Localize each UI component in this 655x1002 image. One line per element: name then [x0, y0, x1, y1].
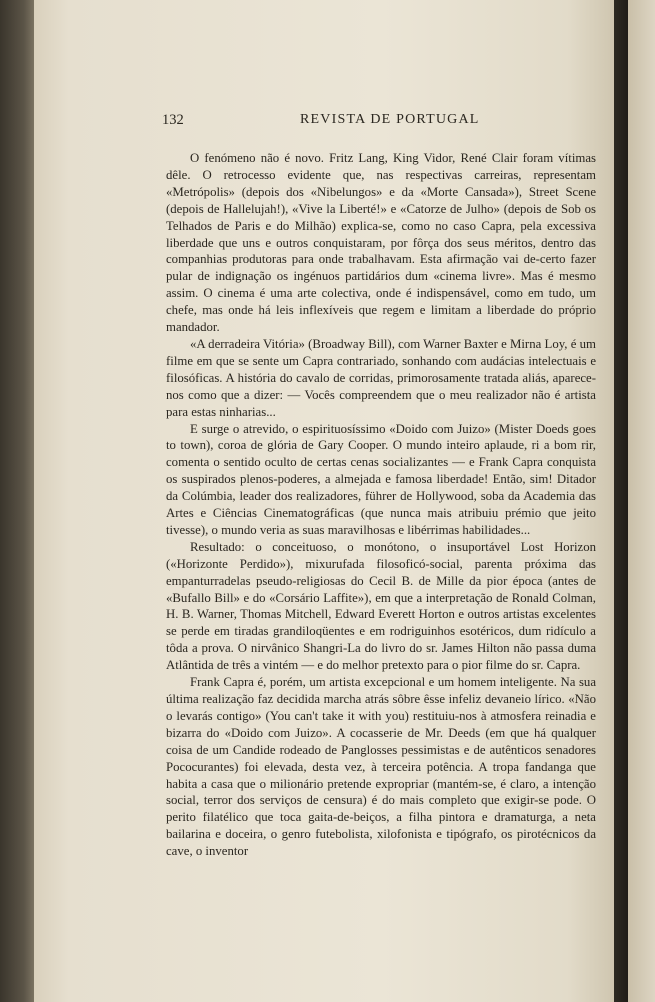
paragraph-1: O fenómeno não é novo. Fritz Lang, King Vidor, René Clair foram vítimas dêle. O retrocesso evidente que, nas respectivas carreiras, representam «Metrópolis» (depois dos «Nibelungos» e da «Morte Cansada»), Street Scene (depois de Hallelujah!), «Vive la Liberté!» e «Catorze de Julho» (depois de Sob os Telhados de Paris e do Milhão) explica-se, como no caso Capra, pela excessiva liberdade que uns e outros conquistaram, por fôrça dos seus méritos, dentro das companhias produtoras para onde trabalhavam. Esta afirmação vai de-certo fazer pular de indignação os ingénuos partidários dum «cinema livre». Mas é mesmo assim. O cinema é uma arte colectiva, onde é indispensável, como em tudo, um chefe, mas onde há leis inflexíveis que regem e limitam a liberdade do próprio mandador. — [166, 151, 596, 335]
page-number: 132 — [162, 112, 184, 128]
running-header — [162, 112, 596, 132]
right-binding-shadow — [614, 0, 628, 1002]
paragraph-3: E surge o atrevido, o espirituosíssimo «Doido com Juizo» (Mister Doeds goes to town), coroa de glória de Gary Cooper. O mundo inteiro aplaude, ri a bom rir, comenta o sentido oculto de certas cenas socializantes — e Frank Capra conquista os suspirados plenos-poderes, a almejada e famosa liberdade! Então, sim! Ditador da Colúmbia, leader dos realizadores, führer de Hollywood, soba da Academia das Artes e Ciências Cinematográficas (que nunca mais atribuiu prémio que jeito tivesse), o mundo veria as suas maravilhosas e libérrimas habilidades... — [166, 421, 596, 537]
left-binding-shadow — [0, 0, 34, 1002]
paragraph-5: Frank Capra é, porém, um artista excepcional e um homem inteligente. Na sua última realização faz decidida marcha atrás sôbre êsse infeliz devaneio lírico. «Não o levarás contigo» (You can't take it with you) restituiu-nos à atmosfera reinadia e bizarra do «Doido com Juizo». A cocasserie de Mr. Deeds (em que há qualquer coisa de um Candide rodeado de Panglosses pessimistas e de autênticos senadores Pococurantes) foi elevada, desta vez, à terceira potência. A tropa fandanga que habita a casa que o milionário pretende expropriar (mantém-se, é claro, a intenção social, terror dos serviços de censura) é do mais completo que exigir-se pode. O perito filatélico que toca gaita-de-beiços, a filha pintora e dramaturga, a neta bailarina e doceira, o genro futebolista, xilofonista e tipógrafo, os pirotécnicos da cave, o inventor — [166, 675, 596, 859]
paragraph-2: «A derradeira Vitória» (Broadway Bill), com Warner Baxter e Mirna Loy, é um filme em que se sente um Capra contrariado, sonhando com audácias intelectuais e filosóficas. A história do cavalo de corridas, primorosamente tratada aliás, aparece-nos como que a dizer: — Vocês compreendem que o meu realizador não é artista para estas ninharias... — [166, 336, 596, 419]
journal-title: REVISTA DE PORTUGAL — [300, 112, 480, 127]
paragraph-4: Resultado: o conceituoso, o monótono, o insuportável Lost Horizon («Horizonte Perdido»), mixurufada filosoficó-social, parenta próxima das empanturradelas pseudo-religiosas do Cecil B. de Mille da pior época (antes de «Bufallo Bill» e do «Corsário Laffite»), em que a interpretação de Ronald Colman, H. B. Warner, Thomas Mitchell, Edward Everett Horton e outros artistas excelentes se perde em tiradas grandiloqüentes e em rodriguinhos esotéricos, dum ridículo a tôda a prova. O nirvânico Shangri-La do livro do sr. James Hilton não passa duma Atlântida de três a vintém — e do melhor pretexto para o pior filme do sr. Capra. — [166, 539, 596, 673]
article-body — [166, 150, 596, 860]
adjacent-page-edge — [628, 0, 655, 1002]
